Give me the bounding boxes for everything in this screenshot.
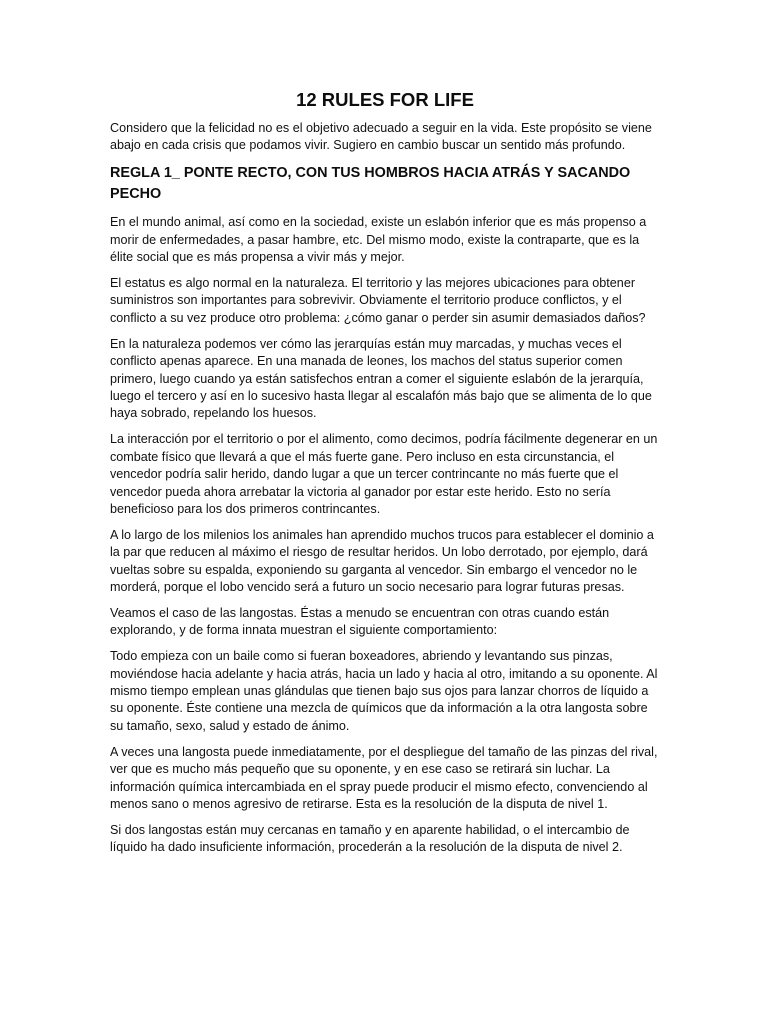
body-paragraph: A lo largo de los milenios los animales han aprendido muchos trucos para establecer el dominio a la par que reducen al máximo el riesgo de resultar heridos. Un lobo derrotado, por ejemplo, dará vueltas sobre su espalda, exponiendo su garganta al vencedor. Sin embargo el vencedor no le morderá, porque el lobo vencido será a futuro un socio necesario para lograr futuras presas. — [110, 527, 654, 595]
body-paragraph: En el mundo animal, así como en la sociedad, existe un eslabón inferior que es más propenso a morir de enfermedades, a pasar hambre, etc. Del mismo modo, existe la contraparte, que es la élite social que es más propensa a vivir más y mejor. — [110, 215, 647, 265]
body-paragraph: A veces una langosta puede inmediatamente, por el despliegue del tamaño de las pinzas del rival, ver que es mucho más pequeño que su oponente, y en ese caso se retirará sin luchar. La información química intercambiada en el spray puede producir el mismo efecto, convenciendo al menos sano o menos agresivo de retirarse. Esta es la resolución de la disputa de nivel 1. — [110, 744, 658, 811]
body-paragraph: Si dos langostas están muy cercanas en tamaño y en aparente habilidad, o el intercambio de líquido ha dado insuficiente información, procederán a la resolución de la disputa de nivel 2. — [110, 822, 630, 855]
body-paragraph: En la naturaleza podemos ver cómo las jerarquías están muy marcadas, y muchas veces el conflicto apenas aparece. En una manada de leones, los machos del status superior comen primero, luego cuando ya están satisfechos entran a comer el siguiente eslabón de la jerarquía, luego el tercero y así en lo sucesivo hasta llegar al escalafón más bajo que se alimenta de lo que haya sobrado, repelando los huesos. — [110, 336, 652, 421]
intro-paragraph: Considero que la felicidad no es el objetivo adecuado a seguir en la vida. Este propósito se viene abajo en cada crisis que podamos vivir. Sugiero en cambio buscar un sentido más profundo. — [110, 121, 652, 153]
document-title: 12 RULES FOR LIFE — [296, 89, 474, 110]
document-page — [110, 88, 660, 865]
body-paragraph: Todo empieza con un baile como si fueran boxeadores, abriendo y levantando sus pinzas, moviéndose hacia adelante y hacia atrás, hacia un lado y hacia al otro, imitando a su oponente. Al mismo tiempo emplean unas glándulas que tienen bajo sus ojos para lanzar chorros de líquido a su oponente. Éste contiene una mezcla de químicos que da información a la otra langosta sobre su tamaño, sexo, salud y estado de ánimo. — [110, 649, 658, 733]
rule-heading: REGLA 1_ PONTE RECTO, CON TUS HOMBROS HACIA ATRÁS Y SACANDO PECHO — [110, 165, 631, 203]
body-paragraph: La interacción por el territorio o por el alimento, como decimos, podría fácilmente degenerar en un combate físico que llevará a que el más fuerte gane. Pero incluso en esta circunstancia, el vencedor podría salir herido, dando lugar a que un tercer contrincante no más fuerte que el vencedor pueda ahora arrebatar la victoria al ganador por estar este herido. Esto no sería beneficioso para los dos primeros contrincantes. — [110, 432, 658, 516]
body-paragraph: El estatus es algo normal en la naturaleza. El territorio y las mejores ubicaciones para obtener suministros son importantes para sobrevivir. Obviamente el territorio produce conflictos, y el conflicto a su vez produce otro problema: ¿cómo ganar o perder sin asumir demasiados daños? — [110, 276, 646, 325]
body-paragraph: Veamos el caso de las langostas. Éstas a menudo se encuentran con otras cuando están explorando, y de forma innata muestran el siguiente comportamiento: — [110, 605, 610, 638]
